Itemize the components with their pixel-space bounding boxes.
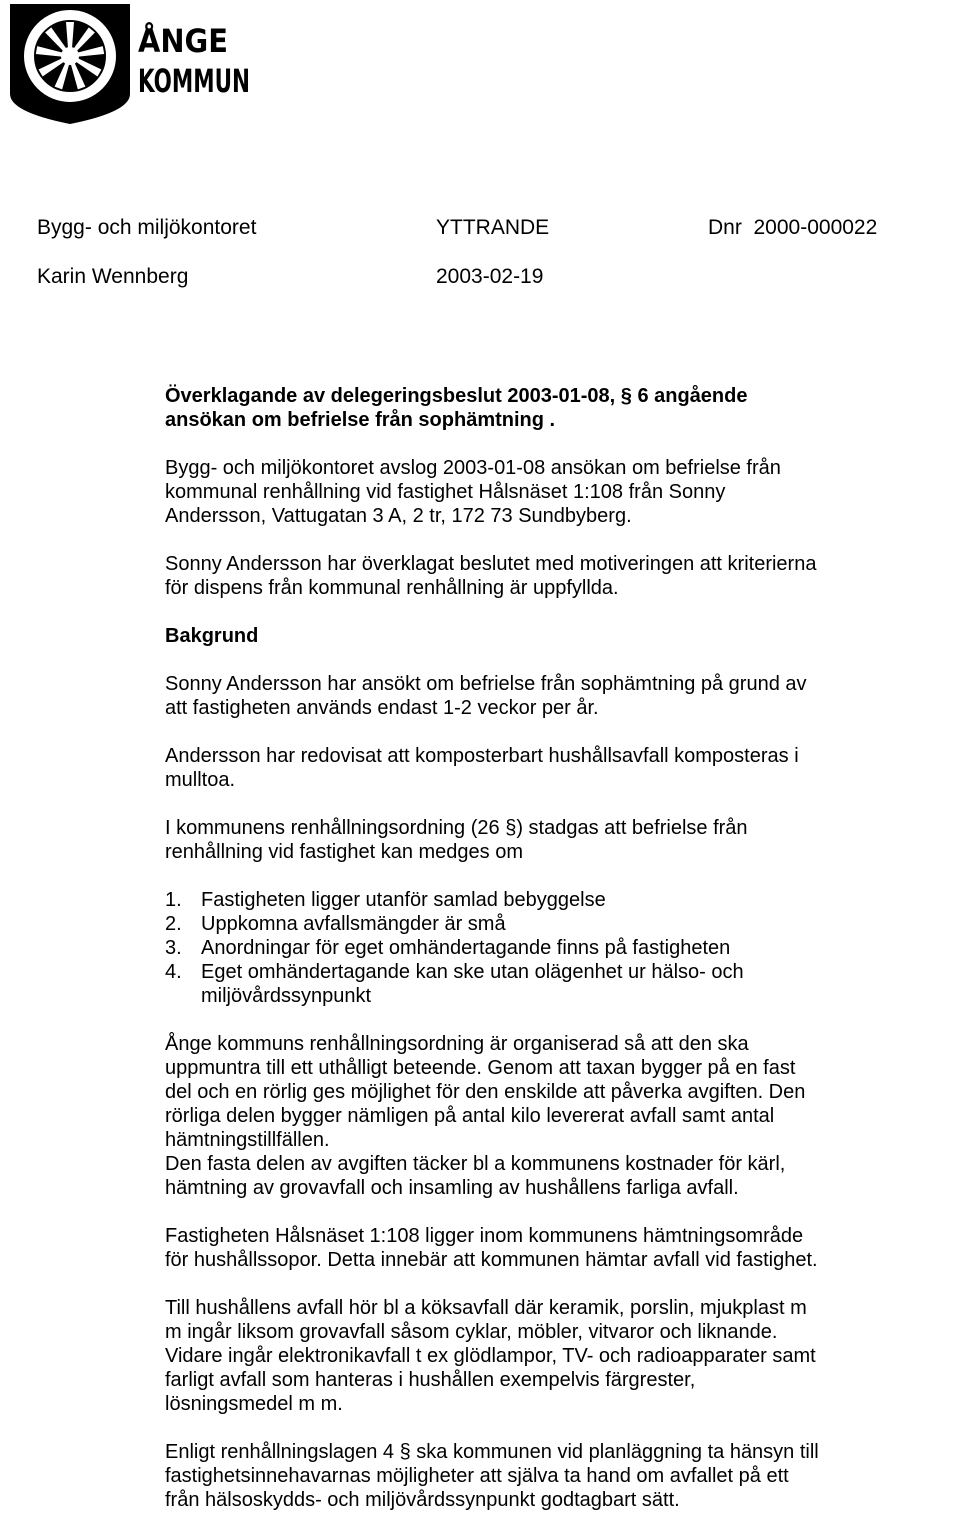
paragraph-law: Enligt renhållningslagen 4 § ska kommunen vid planläggning ta hänsyn till fastighetsinnehavarnas möjligheter att själva ta hand om avfallet på ett från hälsoskydds- och miljövårdssynpunkt godtagbart sätt. [165,1441,819,1511]
reference-number: Dnr 2000-000022 [708,216,878,239]
paragraph-collection-area: Fastigheten Hålsnäset 1:108 ligger inom kommunens hämtningsområde för hushållssopor. Detta innebär att kommunen hämtar avfall vid fastighet. [165,1225,818,1271]
author-name: Karin Wennberg [37,265,189,288]
paragraph-appeal: Sonny Andersson har överklagat beslutet med motiveringen att kriterierna för dispens från kommunal renhållning är uppfyllda. [165,553,817,599]
list-item: 2. Uppkomna avfallsmängder är små [165,913,506,935]
municipality-logo [8,2,253,127]
logo-line-2: KOMMUN [138,62,250,100]
paragraph-regulation: I kommunens renhållningsordning (26 §) stadgas att befrielse från renhållning vid fastighet kan medges om [165,817,748,863]
document-title [165,384,960,432]
section-heading: Bakgrund [165,625,259,647]
paragraph-application: Sonny Andersson har ansökt om befrielse från sophämtning på grund av att fastigheten används endast 1-2 veckor per år. [165,673,807,719]
title-line: ansökan om befrielse från sophämtning . [165,409,556,431]
list-item: 1. Fastigheten ligger utanför samlad bebyggelse [165,889,606,911]
paragraph-decision: Bygg- och miljökontoret avslog 2003-01-08 ansökan om befrielse från kommunal renhållning vid fastighet Hålsnäset 1:108 från Sonny Andersson, Vattugatan 3 A, 2 tr, 172 73 Sundbyberg. [165,457,781,527]
paragraph-household-waste: Till hushållens avfall hör bl a köksavfall där keramik, porslin, mjukplast m m ingår liksom grovavfall såsom cyklar, möbler, vitvaror och liknande. Vidare ingår elektronikavfall t ex glödlampor, TV- och radioapparater samt farligt avfall som hanteras i hushållen exempelvis färgrester, lösningsmedel m m. [165,1297,816,1415]
document-date: 2003-02-19 [436,265,544,288]
document-body [165,384,960,1512]
logo-line-1: ÅNGE [138,22,228,60]
criteria-list [165,888,960,1008]
title-line: Överklagande av delegeringsbeslut 2003-01-08, § 6 angående [165,385,748,407]
paragraph-fees: Ånge kommuns renhållningsordning är organiserad så att den ska uppmuntra till ett uthålligt beteende. Genom att taxan bygger på en fast del och en rörlig ges möjlighet för den enskilde att påverka avgiften. Den rörliga delen bygger nämligen på antal kilo levererat avfall samt antal hämtningstillfällen. Den fasta delen av avgiften täcker bl a kommunens kostnader för kärl, hämtning av grovavfall och insamling av hushållens farliga avfall. [165,1033,806,1199]
paragraph-compost: Andersson har redovisat att komposterbart hushållsavfall komposteras i mulltoa. [165,745,799,791]
department-name: Bygg- och miljökontoret [37,216,257,239]
list-item: 3. Anordningar för eget omhändertagande finns på fastigheten [165,937,731,959]
document-type: YTTRANDE [436,216,550,239]
list-item: 4. Eget omhändertagande kan ske utan olägenhet ur hälso- och miljövårdssynpunkt [165,961,744,1007]
